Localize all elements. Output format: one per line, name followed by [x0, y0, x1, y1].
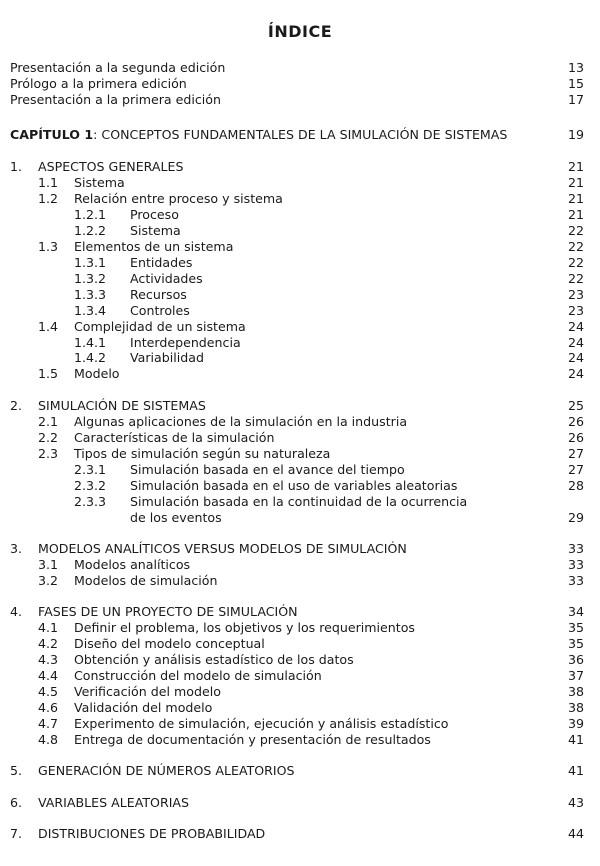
toc-entry-number: 1.4.1: [74, 335, 107, 350]
toc-entry-text: Actividades: [130, 271, 203, 286]
toc-entry-page: 38: [567, 684, 584, 699]
toc-entry-number: 1.2.2: [74, 223, 107, 238]
toc-entry-number: 1.: [10, 159, 23, 174]
toc-entry-text: SIMULACIÓN DE SISTEMAS: [38, 398, 206, 413]
toc-entry-text: Proceso: [130, 207, 179, 222]
toc-entry-page: 26: [567, 414, 584, 429]
toc-entry: [0, 223, 600, 239]
toc-entry-page: 21: [567, 159, 584, 174]
toc-entry: [0, 716, 600, 732]
toc-entry: [0, 92, 600, 108]
toc-entry: [0, 684, 600, 700]
toc-entry-text: Validación del modelo: [74, 700, 213, 715]
toc-entry: [0, 191, 600, 207]
toc-entry-text: Relación entre proceso y sistema: [74, 191, 283, 206]
toc-entry: [0, 573, 600, 589]
toc-entry-text: Verificación del modelo: [74, 684, 221, 699]
toc-entry: [0, 668, 600, 684]
toc-entry-text: ASPECTOS GENERALES: [38, 159, 184, 174]
toc-entry-number: 3.1: [38, 557, 59, 572]
toc-entry: [0, 414, 600, 430]
toc-entry-page: 17: [567, 92, 584, 107]
toc-entry: [0, 175, 600, 191]
toc-entry-text: Modelos de simulación: [74, 573, 218, 588]
toc-entry-page: 24: [567, 335, 584, 350]
chapter-heading: [0, 127, 600, 143]
toc-entry-text: Diseño del modelo conceptual: [74, 636, 265, 651]
toc-entry-text: Sistema: [130, 223, 181, 238]
toc-entry: [0, 604, 600, 620]
toc-entry-page: 23: [567, 303, 584, 318]
toc-entry-text: Algunas aplicaciones de la simulación en la industria: [74, 414, 408, 429]
toc-entry-page: 38: [567, 700, 584, 715]
toc-entry-page: 15: [567, 76, 584, 91]
toc-entry: [0, 826, 600, 842]
toc-entry-page: 21: [567, 207, 584, 222]
toc-entry-number: 1.3.1: [74, 255, 107, 270]
toc-entry-text: Modelo: [74, 366, 120, 381]
toc-entry-text: Elementos de un sistema: [74, 239, 234, 254]
toc-entry-text: Prólogo a la primera edición: [10, 76, 187, 91]
toc-entry-page: 22: [567, 239, 584, 254]
toc-entry-page: 13: [567, 60, 584, 75]
toc-entry: [0, 60, 600, 76]
toc-entry-number: 1.2: [38, 191, 59, 206]
toc-entry: [0, 366, 600, 382]
toc-entry-page: 27: [567, 446, 584, 461]
toc-entry-text: DISTRIBUCIONES DE PROBABILIDAD: [38, 826, 266, 841]
toc-entry-number: 1.3.2: [74, 271, 107, 286]
toc-entry-page: 43: [567, 795, 584, 810]
toc-entry-number: 1.4.2: [74, 350, 107, 365]
toc-entry-number: 3.2: [38, 573, 59, 588]
toc-entry-text: MODELOS ANALÍTICOS VERSUS MODELOS DE SIMULACIÓN: [38, 541, 407, 556]
toc-entry: [0, 303, 600, 319]
toc-entry-page: 24: [567, 319, 584, 334]
toc-entry-text: GENERACIÓN DE NÚMEROS ALEATORIOS: [38, 763, 295, 778]
toc-entry: [0, 557, 600, 573]
toc-entry-number: 4.8: [38, 732, 59, 747]
toc-entry: [0, 350, 600, 366]
toc-entry-number: 4.2: [38, 636, 59, 651]
chapter-page: 19: [567, 127, 584, 142]
toc-entry-text: Complejidad de un sistema: [74, 319, 246, 334]
toc-entry-page: 33: [567, 573, 584, 588]
toc-entry-number: 4.: [10, 604, 23, 619]
toc-entry: [0, 636, 600, 652]
toc-entry-number: 1.3: [38, 239, 59, 254]
toc-entry-page: 22: [567, 271, 584, 286]
toc-entry-page: 41: [567, 763, 584, 778]
page-title: ÍNDICE: [267, 22, 333, 41]
toc-entry-text: Recursos: [130, 287, 187, 302]
toc-entry-number: 1.3.3: [74, 287, 107, 302]
toc-entry-text: FASES DE UN PROYECTO DE SIMULACIÓN: [38, 604, 298, 619]
toc-entry-page: 35: [567, 636, 584, 651]
toc-entry-number: 1.5: [38, 366, 59, 381]
toc-entry-text: Modelos analíticos: [74, 557, 191, 572]
toc-entry: [0, 732, 600, 748]
toc-entry-page: 22: [567, 223, 584, 238]
toc-entry-text: Variabilidad: [130, 350, 204, 365]
toc-entry-page: 33: [567, 557, 584, 572]
toc-entry-number: 3.: [10, 541, 23, 556]
toc-entry: [0, 494, 600, 510]
toc-entry-number: 2.1: [38, 414, 59, 429]
toc-entry-page: 27: [567, 462, 584, 477]
toc-entry-text: Características de la simulación: [74, 430, 275, 445]
toc-entry-number: 4.4: [38, 668, 59, 683]
toc-entry-page: 36: [567, 652, 584, 667]
toc-entry-page: 39: [567, 716, 584, 731]
toc-entry-number: 6.: [10, 795, 23, 810]
toc-entry-number: 2.3.3: [74, 494, 107, 509]
toc-entry-text: Construcción del modelo de simulación: [74, 668, 322, 683]
chapter-title: : CONCEPTOS FUNDAMENTALES DE LA SIMULACIÓN DE SISTEMAS: [93, 127, 508, 142]
toc-entry: [0, 319, 600, 335]
toc-entry: [0, 287, 600, 303]
toc-entry-number: 2.3: [38, 446, 59, 461]
toc-entry-text: Obtención y análisis estadístico de los datos: [74, 652, 354, 667]
toc-entry-page: 33: [567, 541, 584, 556]
toc-entry-text: Interdependencia: [130, 335, 241, 350]
toc-entry-text: Tipos de simulación según su naturaleza: [74, 446, 331, 461]
toc-entry-number: 4.3: [38, 652, 59, 667]
toc-entry-page: 21: [567, 175, 584, 190]
toc-entry-number: 2.3.2: [74, 478, 107, 493]
toc-entry-page: 29: [567, 510, 584, 525]
toc-entry-text: Presentación a la segunda edición: [10, 60, 226, 75]
toc-entry-text: Entrega de documentación y presentación de resultados: [74, 732, 431, 747]
toc-entry: [0, 430, 600, 446]
toc-entry-page: 37: [567, 668, 584, 683]
toc-entry-continuation: [0, 510, 600, 526]
toc-entry: [0, 541, 600, 557]
toc-entry: [0, 239, 600, 255]
toc-entry: [0, 335, 600, 351]
toc-entry-text: Simulación basada en la continuidad de la ocurrencia: [130, 494, 468, 509]
toc-entry: [0, 763, 600, 779]
toc-entry-text: Controles: [130, 303, 190, 318]
toc-entry-number: 1.2.1: [74, 207, 107, 222]
toc-entry-number: 4.1: [38, 620, 59, 635]
toc-entry-number: 1.1: [38, 175, 59, 190]
toc-entry-number: 4.6: [38, 700, 59, 715]
toc-entry-page: 22: [567, 255, 584, 270]
toc-entry-page: 34: [567, 604, 584, 619]
toc-entry: [0, 652, 600, 668]
toc-entry: [0, 700, 600, 716]
toc-entry-page: 24: [567, 350, 584, 365]
toc-entry-page: 44: [567, 826, 584, 841]
toc-entry-page: 26: [567, 430, 584, 445]
toc-entry: [0, 255, 600, 271]
toc-entry-text: Simulación basada en el avance del tiempo: [130, 462, 405, 477]
chapter-label: CAPÍTULO 1: [10, 127, 94, 142]
toc-entry-number: 2.3.1: [74, 462, 107, 477]
toc-entry: [0, 76, 600, 92]
toc-entry-number: 2.2: [38, 430, 59, 445]
toc-entry-page: 35: [567, 620, 584, 635]
toc-entry-page: 28: [567, 478, 584, 493]
toc-entry-page: 25: [567, 398, 584, 413]
toc-entry-text: VARIABLES ALEATORIAS: [38, 795, 190, 810]
toc-entry-number: 1.3.4: [74, 303, 107, 318]
toc-entry: [0, 207, 600, 223]
toc-entry-number: 4.7: [38, 716, 59, 731]
toc-entry-number: 1.4: [38, 319, 59, 334]
toc-entry-number: 7.: [10, 826, 23, 841]
toc-entry-number: 4.5: [38, 684, 59, 699]
toc-entry-text: Definir el problema, los objetivos y los requerimientos: [74, 620, 415, 635]
toc-entry-text: Presentación a la primera edición: [10, 92, 221, 107]
toc-entry-text: Simulación basada en el uso de variables aleatorias: [130, 478, 458, 493]
toc-entry-number: 5.: [10, 763, 23, 778]
toc-entry-text: Experimento de simulación, ejecución y análisis estadístico: [74, 716, 449, 731]
toc-entry-text: Sistema: [74, 175, 125, 190]
toc-entry-page: 24: [567, 366, 584, 381]
toc-entry: [0, 398, 600, 414]
toc-entry-text: Entidades: [130, 255, 193, 270]
toc-entry-page: 41: [567, 732, 584, 747]
toc-entry: [0, 620, 600, 636]
toc-entry: [0, 478, 600, 494]
toc-entry: [0, 462, 600, 478]
toc-entry: [0, 271, 600, 287]
toc-entry: [0, 159, 600, 175]
toc-entry-number: 2.: [10, 398, 23, 413]
toc-entry-page: 23: [567, 287, 584, 302]
toc-entry-page: 21: [567, 191, 584, 206]
toc-entry: [0, 795, 600, 811]
toc-entry: [0, 446, 600, 462]
toc-entry-text: de los eventos: [130, 510, 222, 525]
